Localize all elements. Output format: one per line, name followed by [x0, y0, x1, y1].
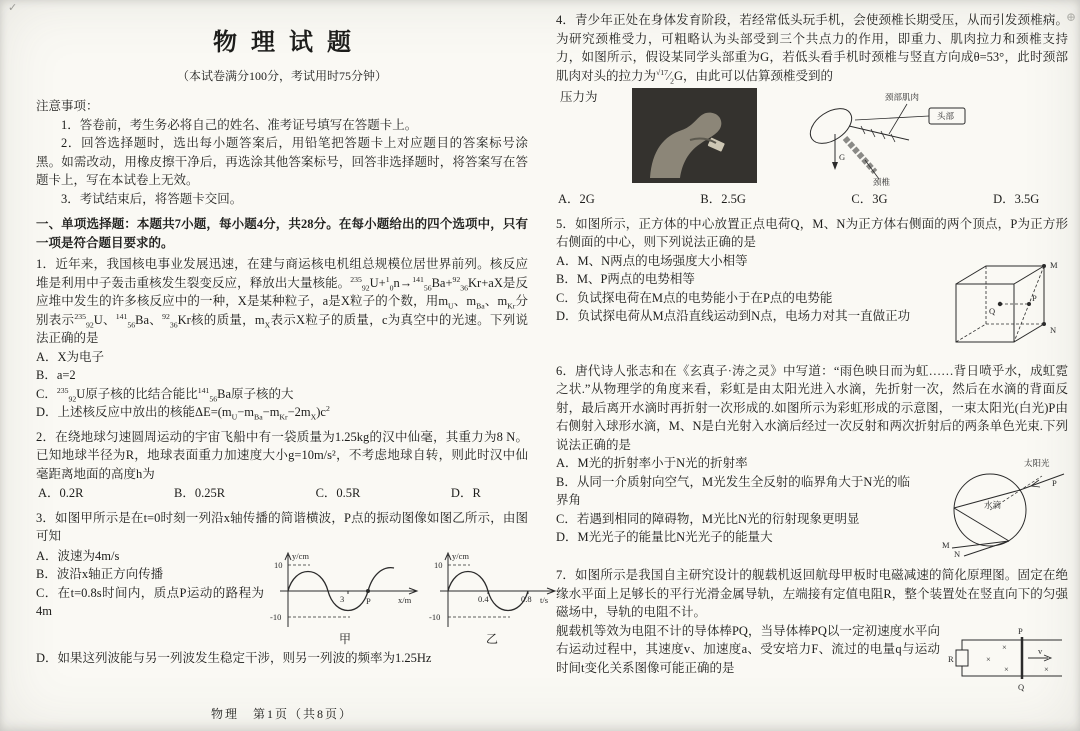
- question-2-option-a: A．0.2R: [38, 486, 84, 501]
- light-rays: [952, 474, 1064, 556]
- question-1-stem: 1．近年来，我国核电事业发展迅速，在建与商运核电机组总规模位居世界前列。核反应堆是利用中子轰击重核发生裂变反应，释放出大量核能。$^{235}_{92}$U+$^1_0$n→$^{141}_{56}$Ba+$^{92}_{36}$Kr+aX是反应堆中发生的许多核反应中的一种，X是某种粒子，a是X粒子的个数，用$m_U$、$m_{Ba}$、$m_{Kr}$分别表示$^{235}_{92}$U、$^{141}_{56}$Ba、$^{92}_{36}$Kr核的质量，$m_X$表示X粒子的质量，c为真空中的光速。下列说法正确的是: [36, 257, 528, 346]
- question-1-option-b: B．a=2: [36, 368, 76, 383]
- notice-header: 注意事项：: [36, 99, 99, 114]
- head-label: 头部: [936, 111, 954, 121]
- question-4-options: [558, 190, 1039, 209]
- question-3-option-b: B．波沿x轴正方向传播: [36, 567, 164, 582]
- ray-P-label: P: [1052, 478, 1057, 488]
- ray-M-label: M: [942, 540, 950, 550]
- notice-item-3: 3．考试结束后，将答题卡交回。: [61, 191, 243, 206]
- question-3: [36, 509, 549, 667]
- point-P-marker: [1027, 302, 1031, 306]
- question-6-option-d: D．M光光子的能量比N光光子的能量大: [556, 530, 773, 544]
- velocity-label: v: [1038, 645, 1043, 656]
- question-7-stem-part2: 舰载机等效为电阻不计的导体棒PQ，当导体棒PQ以一定初速度水平向右运动过程中，其速度v、加速度a、受安培力F、流过的电量q与运动时间t变化关系图像可能正确的是: [556, 623, 940, 675]
- left-column: [36, 0, 549, 673]
- charge-Q-marker: [998, 301, 1002, 305]
- cube-charge-figure: [940, 254, 1068, 354]
- graph-y-max: 10: [434, 559, 443, 570]
- question-2-option-c: C．0.5R: [315, 486, 361, 501]
- question-5-option-c: C．负试探电荷在M点的电势能小于在P点的电势能: [556, 290, 833, 305]
- question-3-option-a: A．波速为4m/s: [36, 548, 120, 563]
- question-5-option-a: A．M、N两点的电场强度大小相等: [556, 253, 748, 268]
- question-5-option-b: B．M、P两点的电势相等: [556, 272, 695, 286]
- muscle-label: 颈部肌肉: [884, 92, 919, 102]
- point-P-label: P: [1032, 292, 1037, 303]
- question-3-option-c: C．在t=0.8s时间内，质点P运动的路程为4m: [36, 585, 264, 619]
- question-6: [556, 362, 1068, 561]
- hunched-person-photo: [632, 88, 757, 183]
- question-2-option-b: B．0.25R: [174, 486, 226, 501]
- question-6-option-b: B．从同一介质射向空气，M光发生全反射的临界角大于N光的临界角: [556, 474, 910, 507]
- question-6-option-a: A．M光的折射率小于N光的折射率: [556, 456, 748, 470]
- axes: [440, 550, 555, 627]
- point-N-marker: [1042, 322, 1046, 326]
- rainbow-water-drop-figure: [918, 456, 1068, 558]
- axes: [280, 550, 417, 627]
- figure-vibration-graph: [426, 547, 558, 649]
- field-into-page-symbol: ×: [1044, 663, 1049, 674]
- question-6-stem: 6．唐代诗人张志和在《玄真子·涛之灵》中写道：“雨色映日而为虹……背日喷乎水，成虹霓之状.”从物理学的角度来看，彩虹是由太阳光进入水滴，先折射一次，然后在水滴的背面反射，最后离开水滴时再折射一次形成的.如图所示为彩虹形成的示意图，一束太阳光(白光)P由右侧射入球形水滴，M、N是白光射入水滴后经过一次反射和两次折射后的两条单色光束.下列说法正确的是: [556, 363, 1068, 452]
- point-M-label: M: [1050, 259, 1058, 270]
- question-4-option-a: A．2G: [558, 192, 595, 206]
- figure-caption-jia: 甲: [338, 631, 351, 646]
- question-1-option-c: C．$^{235}_{92}$U原子核的比结合能比$^{141}_{56}$Ba原子核的大: [36, 385, 294, 404]
- sunlight-label: 太阳光: [1024, 458, 1050, 468]
- question-1: [36, 255, 528, 422]
- question-4-option-b: B．2.5G: [700, 192, 746, 206]
- question-4-figure-row: [560, 88, 1068, 186]
- question-5: [556, 215, 1068, 356]
- scan-mark-top-left: ✓: [8, 2, 18, 14]
- question-4-option-d: D．3.5G: [993, 192, 1040, 206]
- section-header: 一、单项选择题：本题共7小题，每小题4分，共28分。在每小题给出的四个选项中，只有一项是符合题目要求的。: [36, 217, 528, 250]
- scan-registration-mark: ⊕: [1065, 10, 1076, 24]
- question-5-option-d: D．负试探电荷从M点沿直线运动到N点，电场力对其一直做正功: [556, 309, 911, 323]
- ray-N-label: N: [954, 549, 961, 558]
- field-into-page-symbol: ×: [1002, 641, 1007, 652]
- rail-circuit-figure: [948, 624, 1068, 698]
- point-M-marker: [1042, 264, 1046, 268]
- question-4-stem: 4．青少年正处在身体发育阶段，若经常低头玩手机，会使颈椎长期受压，从而引发颈椎病。为研究颈椎受力，可粗略认为头部受到三个共点力的作用，即重力、肌肉拉力和颈椎支持力，如图所示，假设某同学头部重为G，若低头看手机时颈椎与竖直方向成θ=53°，此时颈部肌肉对头的拉力为$^{√17}⁄_2G$，由此可以估算颈椎受到的: [556, 13, 1068, 85]
- question-1-option-d: D．上述核反应中放出的核能$\Delta E=(m_U-m_{Ba}-m_{Kr}-2m_X)c^2$: [36, 404, 330, 422]
- question-4: [556, 11, 1068, 209]
- question-2: [36, 428, 528, 503]
- question-5-stem: 5．如图所示，正方体的中心放置正点电荷Q，M、N为正方体右侧面的两个顶点，P为正方形右侧面的中心，则下列说法正确的是: [556, 216, 1068, 249]
- graph-x-axis-label: x/m: [398, 594, 412, 605]
- graph-y-axis-label: y/cm: [292, 550, 309, 561]
- notice-item-2: 2．回答选择题时，选出每小题答案后，用铅笔把答题卡上对应题目的答案标号涂黑。如需改动，用橡皮擦干净后，再选涂其他答案标号，回答非选择题时，将答案写在答题卡上，写在本试卷上无效。: [36, 136, 528, 188]
- question-3-stem: 3．如图甲所示是在t=0时刻一列沿x轴传播的简谐横波，P点的振动图像如图乙所示，由图可知: [36, 510, 528, 544]
- bar-Q-label: Q: [1018, 681, 1025, 692]
- graph-y-max: 10: [274, 559, 283, 570]
- graph-t-tick-1: 0.4: [478, 593, 489, 604]
- notice-section: [36, 97, 528, 208]
- wave-snapshot-graph: [270, 547, 420, 633]
- question-7-stem-part2-wrap: [556, 622, 1068, 700]
- question-4-option-c: C．3G: [851, 192, 888, 206]
- graph-t-tick-2: 0.8: [521, 593, 532, 604]
- exam-subtitle: （本试卷满分100分，考试用时75分钟）: [176, 68, 387, 83]
- question-4-stem-continued: 压力为: [560, 90, 598, 104]
- bar-P-label: P: [1018, 625, 1023, 636]
- point-P-label: P: [366, 595, 371, 606]
- question-2-option-d: D．R: [450, 486, 481, 501]
- graph-y-min: -10: [429, 611, 441, 622]
- graph-y-min: -10: [270, 611, 282, 622]
- neck-force-diagram: [791, 88, 976, 186]
- field-into-page-symbol: ×: [1004, 663, 1009, 674]
- page-footer: 物理 第1页（共8页）: [210, 707, 353, 721]
- page-title: 物理试题: [213, 30, 365, 56]
- graph-y-axis-label: y/cm: [452, 550, 469, 561]
- charge-Q-label: Q: [989, 305, 996, 316]
- graph-x-tick: 3: [340, 593, 345, 604]
- point-N-label: N: [1050, 324, 1057, 335]
- figure-wave-snapshot: [270, 547, 420, 649]
- question-7-stem-part1: 7．如图所示是我国自主研究设计的舰载机返回航母甲板时电磁减速的简化原理图。固定在绝缘水平面上足够长的平行光滑金属导轨，左端接有定值电阻R，整个装置处在竖直向下的匀强磁场中，导轨的电阻不计。: [556, 568, 1068, 619]
- question-3-option-d: D．如果这列波能与另一列波发生稳定干涉，则另一列波的频率为1.25Hz: [36, 650, 432, 665]
- vertebra-label: 颈椎: [872, 177, 890, 186]
- figure-caption-yi: 乙: [485, 631, 498, 646]
- resistor-R-label: R: [948, 653, 954, 664]
- notice-item-1: 1．答卷前，考生务必将自己的姓名、准考证号填写在答题卡上。: [61, 117, 418, 132]
- question-6-option-c: C．若遇到相同的障碍物，M光比N光的衍射现象更明显: [556, 511, 860, 526]
- question-2-stem: 2．在绕地球匀速圆周运动的宇宙飞船中有一袋质量为1.25kg的汉中仙毫，其重力为8 N。已知地球半径为R，地球表面重力加速度大小g=10m/s²，不考虑地球自转，则此时汉中仙毫距离地面的高度h为: [36, 429, 528, 481]
- graph-x-axis-label: t/s: [540, 594, 549, 605]
- vibration-graph: [426, 547, 558, 633]
- field-into-page-symbol: ×: [986, 653, 991, 664]
- weight-label: G: [838, 152, 845, 162]
- right-column: [556, 8, 1068, 706]
- water-drop-label: 水滴: [984, 500, 1002, 510]
- question-2-options: [38, 484, 481, 503]
- wave-curve: [288, 567, 394, 610]
- question-7: [556, 566, 1068, 700]
- point-P-marker: [366, 589, 370, 593]
- question-1-option-a: A．X为电子: [36, 349, 105, 364]
